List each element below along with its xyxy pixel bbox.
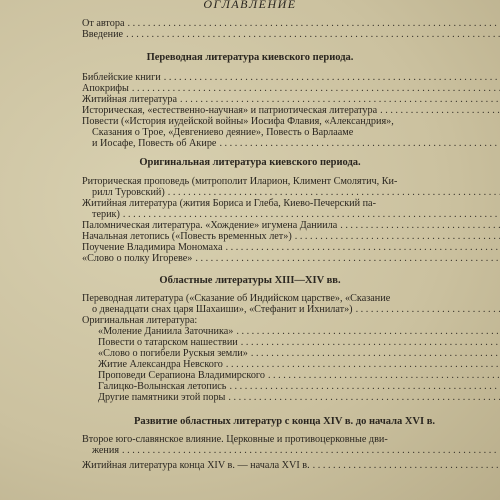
dot-leader [164, 72, 500, 83]
toc-entry-text: терик) [92, 209, 120, 220]
toc-entry-text: От автора [82, 18, 125, 29]
toc-entry-text: Житийная литература (жития Бориса и Глеба, Киево-Печерский па- [82, 198, 376, 209]
toc-entry-text: Житийная литература [82, 94, 178, 105]
toc-entry-text: Поучение Владимира Мономаха [82, 242, 223, 253]
dot-leader [219, 138, 500, 149]
dot-leader [123, 209, 500, 220]
toc-entry-text: Сказания о Трое, «Девгениево деяние», Повесть о Варлааме [92, 127, 354, 138]
toc-entry-text: Библейские книги [82, 72, 161, 83]
toc-entry-text: Переводная литература («Сказание об Индийском царстве», «Сказание [82, 293, 391, 304]
toc-entry[interactable] [82, 434, 500, 445]
toc-entry[interactable] [82, 94, 500, 105]
toc-entry[interactable] [82, 18, 500, 29]
section-heading: Оригинальная литература киевского периода. [139, 157, 361, 168]
toc-entry[interactable] [98, 359, 500, 370]
toc-entry-text: и Иосафе, Повесть об Акире [92, 138, 217, 149]
toc-entry[interactable] [82, 116, 500, 127]
toc-entry[interactable] [82, 220, 500, 231]
toc-entry-continuation[interactable] [92, 187, 500, 198]
toc-entry-continuation[interactable] [92, 445, 500, 456]
toc-entry-continuation [92, 127, 500, 138]
dot-leader [268, 370, 500, 381]
toc-entry[interactable] [98, 370, 500, 381]
toc-entry-text: Житийная литература конца XIV в. — начала XVI в. [82, 460, 310, 471]
dot-leader [380, 105, 500, 116]
toc-entry[interactable] [82, 105, 500, 116]
toc-entry-text: Историческая, «естественно-научная» и патриотическая литература [82, 105, 378, 116]
section-heading: Переводная литература киевского периода. [146, 52, 354, 63]
toc-entry-text: «Слово о полку Игореве» [82, 253, 193, 264]
toc-entry-continuation[interactable] [92, 304, 500, 315]
toc-entry[interactable] [82, 253, 500, 264]
section-heading: Развитие областных литератур с конца XIV в. до начала XVI в. [134, 416, 436, 427]
toc-entry[interactable] [98, 392, 500, 403]
toc-entry[interactable] [98, 348, 500, 359]
toc-entry-text: о двенадцати снах царя Шахаиши», «Стефанит и Ихнилат») [92, 304, 353, 315]
dot-leader [229, 381, 500, 392]
toc-entry-text: Галицко-Волынская летопись [98, 381, 227, 392]
toc-entry-text: Житие Александра Невского [98, 359, 223, 370]
toc-entry[interactable] [98, 381, 500, 392]
toc-entry[interactable] [82, 176, 500, 187]
dot-leader [313, 460, 500, 471]
toc-entry-text: «Моление Даниила Заточника» [98, 326, 234, 337]
toc-entry-text: Повести («История иудейской войны» Иосифа Флавия, «Александрия», [82, 116, 394, 127]
page-title: ОГЛАВЛЕНИЕ [203, 0, 297, 11]
dot-leader [226, 359, 500, 370]
toc-entry[interactable] [82, 198, 500, 209]
dot-leader [168, 187, 500, 198]
dot-leader [127, 18, 500, 29]
toc-entry-text: Апокрифы [82, 83, 129, 94]
toc-entry-text: Паломническая литература. «Хождение» игумена Даниила [82, 220, 338, 231]
toc-entry[interactable] [98, 337, 500, 348]
toc-entry-text: Повести о татарском нашествии [98, 337, 238, 348]
dot-leader [226, 242, 500, 253]
dot-leader [126, 29, 500, 40]
toc-entry-text: жения [92, 445, 120, 456]
dot-leader [356, 304, 500, 315]
dot-leader [228, 392, 500, 403]
toc-entry-text: «Слово о погибели Рускыя земли» [98, 348, 248, 359]
toc-entry[interactable] [82, 460, 500, 471]
toc-entry[interactable] [82, 242, 500, 253]
toc-entry-text: Проповеди Серапиона Владимирского [98, 370, 265, 381]
dot-leader [195, 253, 500, 264]
dot-leader [241, 337, 500, 348]
toc-entry-continuation[interactable] [92, 138, 500, 149]
toc-entry-text: Второе юго-славянское влияние. Церковные и противоцерковные дви- [82, 434, 388, 445]
toc-entry-text: Начальная летопись («Повесть временных лет») [82, 231, 292, 242]
toc-entry-text: Другие памятники этой поры [98, 392, 226, 403]
dot-leader [251, 348, 500, 359]
toc-entry[interactable] [82, 293, 500, 304]
dot-leader [340, 220, 500, 231]
toc-entry-text: Введение [82, 29, 124, 40]
toc-entry-text: рилл Туровский) [92, 187, 165, 198]
toc-entry[interactable] [98, 326, 500, 337]
toc-entry-text: Риторическая проповедь (митрополит Иларион, Климент Смолятич, Ки- [82, 176, 398, 187]
dot-leader [180, 94, 500, 105]
section-heading: Областные литературы XIII—XIV вв. [159, 275, 341, 286]
toc-entry[interactable] [82, 83, 500, 94]
dot-leader [122, 445, 500, 456]
dot-leader [295, 231, 500, 242]
toc-entry-continuation[interactable] [92, 209, 500, 220]
dot-leader [132, 83, 500, 94]
toc-entry [82, 315, 500, 326]
toc-entry[interactable] [82, 29, 500, 40]
toc-entry-text: Оригинальная литература: [82, 315, 198, 326]
toc-entry[interactable] [82, 231, 500, 242]
toc-entry[interactable] [82, 72, 500, 83]
dot-leader [236, 326, 500, 337]
